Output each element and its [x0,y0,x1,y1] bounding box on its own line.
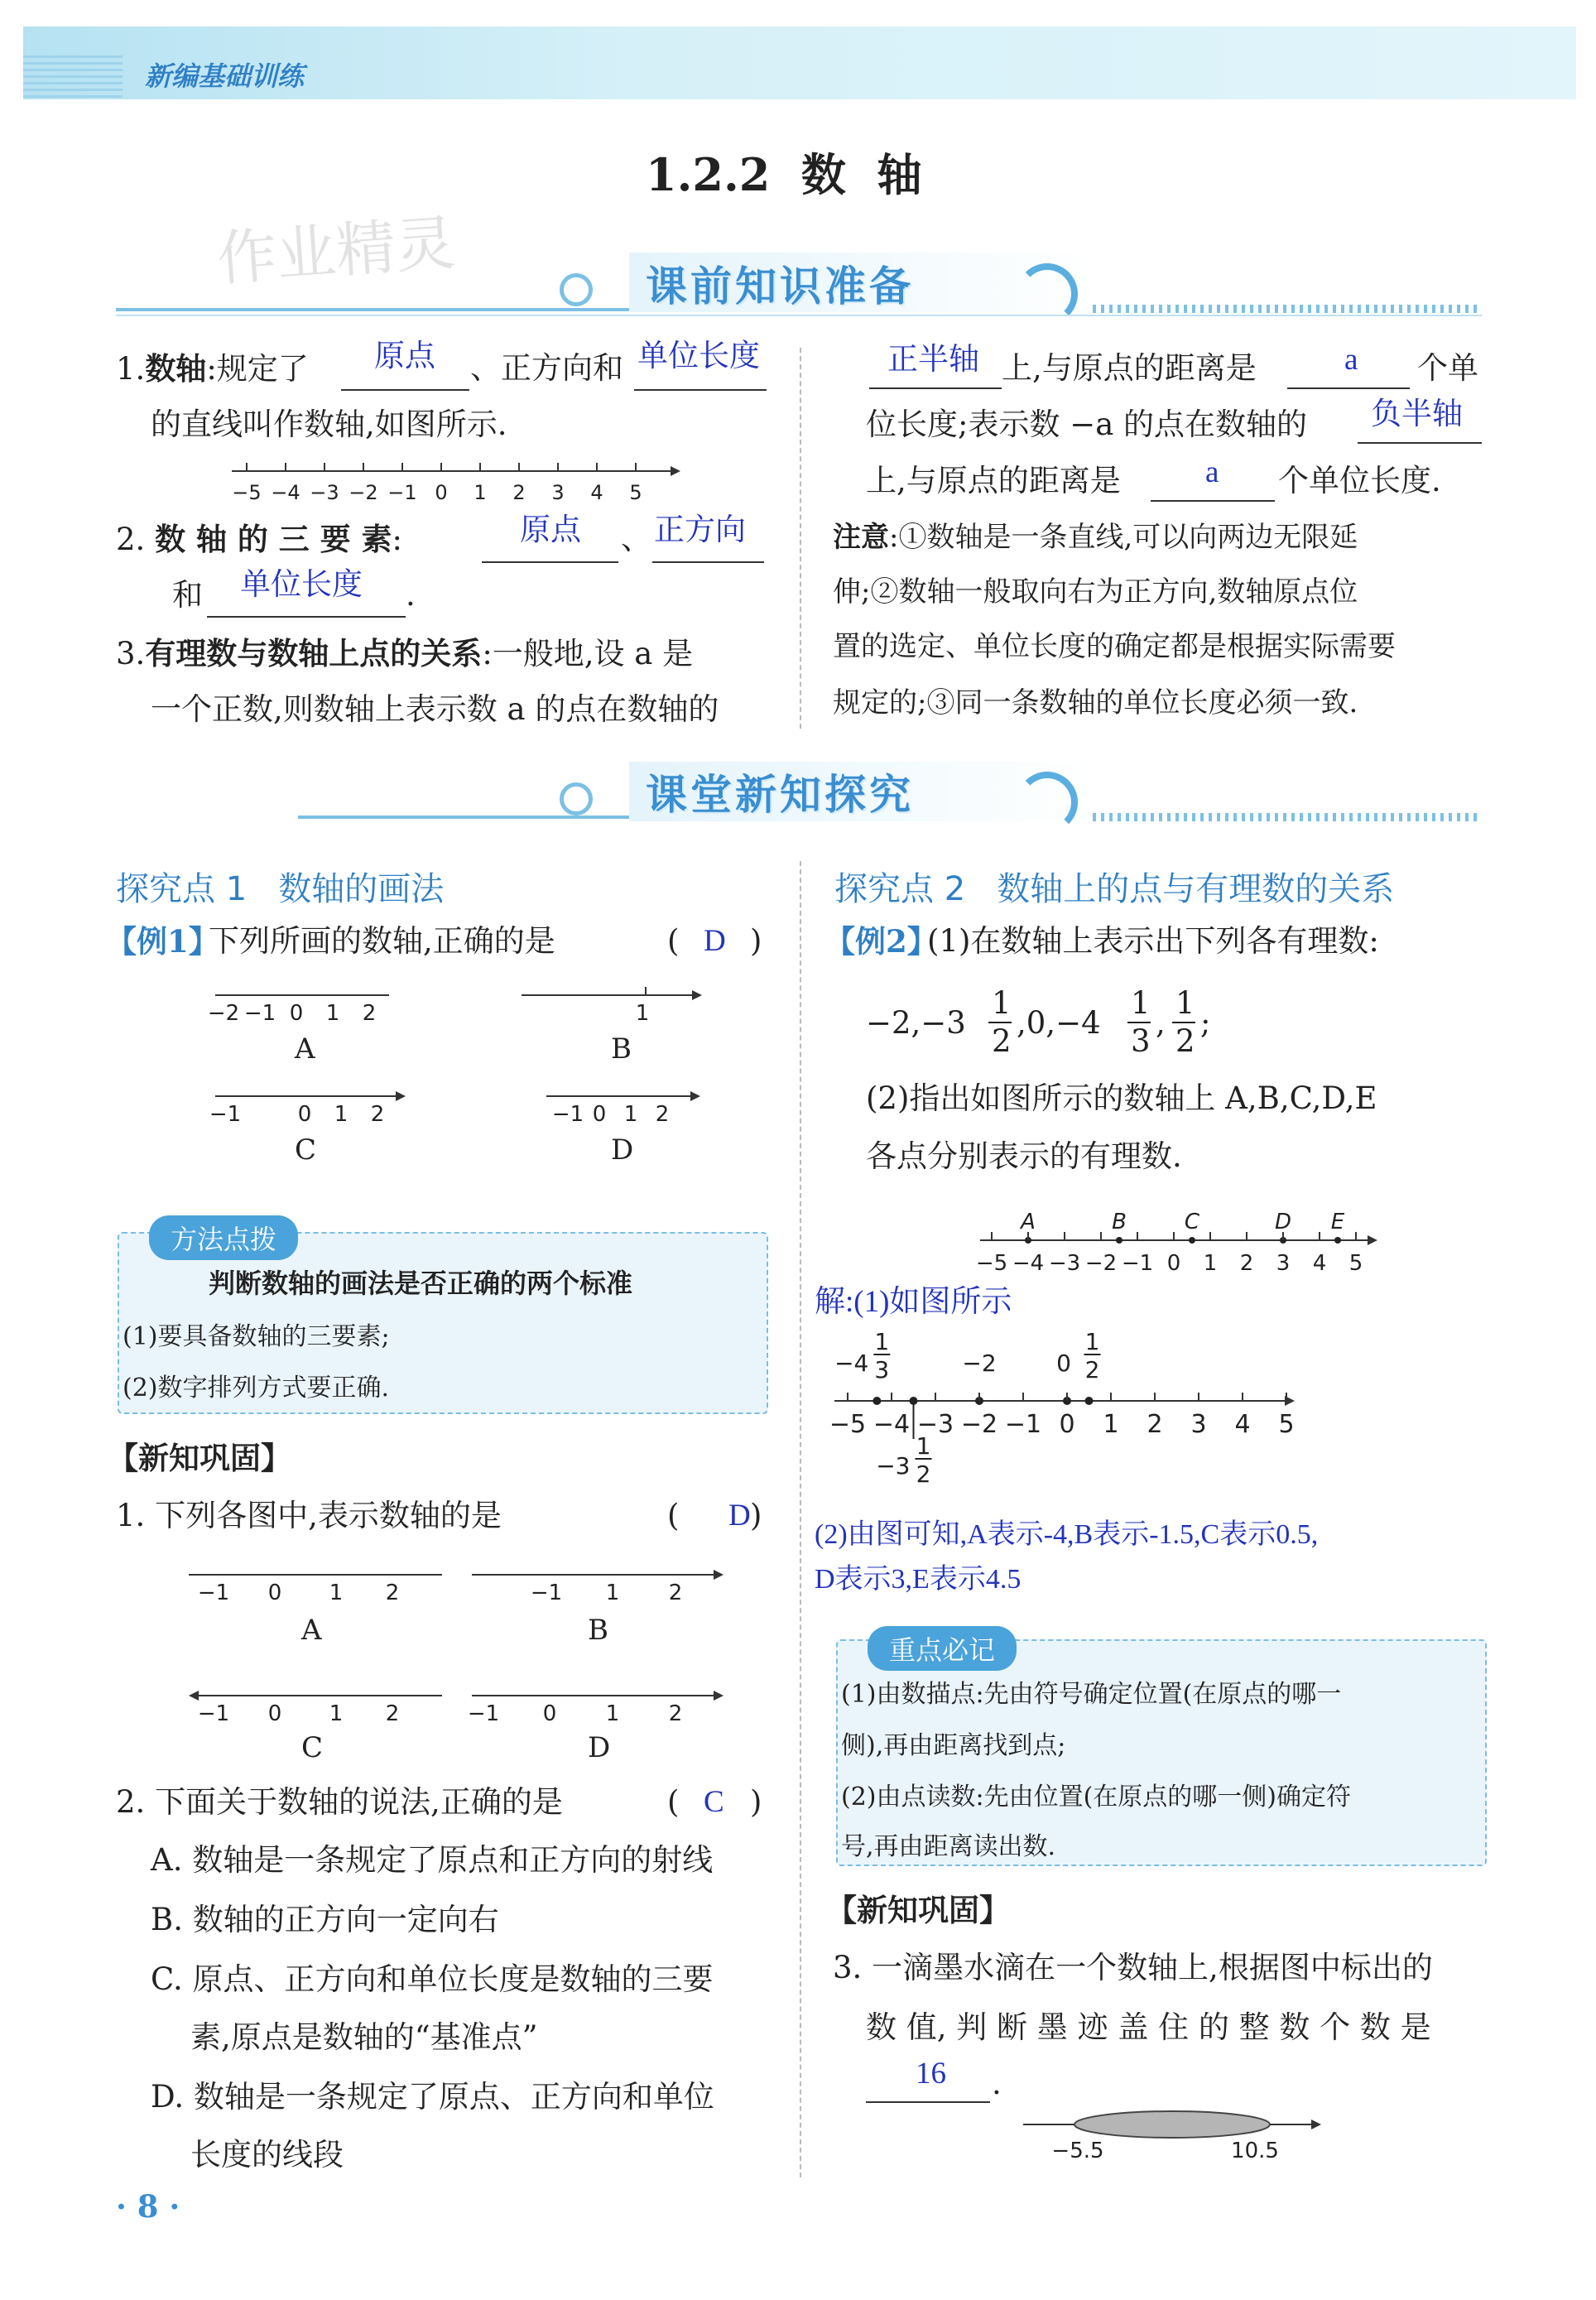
example1-paren-r: ) [750,923,762,959]
tick-label: 1 [623,1102,638,1127]
tick-label: −5 [829,1410,867,1439]
key-line1: (1)由数描点:先由符号确定位置(在原点的哪一 [841,1680,1342,1709]
tick-label: −1 [209,1102,242,1127]
prep-r1: 上,与原点的距离是 [1002,350,1257,386]
tick-label: 4 [1312,1251,1327,1276]
q1-axis-D [467,1686,732,1727]
tick-label: −1 [1121,1251,1154,1276]
fig1-axis-B [513,985,712,1027]
frac-one-third-num: 1 [874,1328,890,1355]
frac-one-third-den: 3 [874,1356,890,1383]
q1-text: 1. 下列各图中,表示数轴的是 [116,1498,502,1533]
tick-label: −3 [916,1410,954,1439]
example2-line2: (2)指出如图所示的数轴上 A,B,C,D,E [866,1080,1377,1116]
prep-q1-line1: 1.数轴:规定了 [116,350,309,387]
tick-label: −5 [232,481,262,504]
page-title: 1.2.2 数 轴 [646,148,922,201]
q1-axis-A [184,1565,449,1606]
tick-label: 5 [1348,1251,1363,1276]
fig1-axis-D [538,1086,704,1128]
header-series: 新编基础训练 [145,60,305,92]
prep-q3-line2: 一个正数,则数轴上表示数 a 的点在数轴的 [151,691,719,727]
example2-numbers: −2,−3 1 2 ,0,−4 1 3 , 1 2 ; [866,985,1211,1059]
prep-q1-line2: 的直线叫作数轴,如图所示. [151,407,507,442]
example1-answer: D [704,924,726,958]
banner1-dots [1093,305,1482,313]
example1-paren-l: ( [667,923,680,959]
fig1-label-A: A [295,1032,315,1066]
q1-label-C: C [301,1731,324,1764]
fig1-label-B: B [611,1032,632,1066]
tick-label: 0 [267,1701,282,1726]
note-line3: 置的选定、单位长度的确定都是根据实际需要 [833,630,1396,663]
q2-option-C1: C. 原点、正方向和单位长度是数轴的三要 [151,1961,714,1997]
tick-label: −1 [197,1581,230,1605]
note-line2: 伸;②数轴一般取向右为正方向,数轴原点位 [833,575,1358,609]
label-zero: 0 [1056,1350,1071,1377]
axis-point [1189,1237,1195,1244]
q1-axis-B [467,1565,732,1606]
tick-label: 2 [668,1581,683,1605]
method-title: 判断数轴的画法是否正确的两个标准 [209,1268,633,1299]
prep-axis [224,451,687,509]
tick-label: −1 [1004,1410,1042,1439]
q2-paren-r: ) [750,1784,762,1820]
watermark: 作业精灵 [214,208,458,294]
answer-unit-2: 单位长度 [240,568,363,602]
method-tag: 方法点拨 [149,1215,298,1260]
plotted-point [873,1397,881,1405]
tick-label: −2 [207,1001,240,1026]
tick-label: 1 [1203,1251,1218,1276]
plotted-point [1085,1397,1094,1405]
prep-r2: 位长度;表示数 −a 的点在数轴的 [866,407,1308,442]
q2-option-D2: 长度的线段 [190,2137,344,2172]
q3-line1: 3. 一滴墨水滴在一个数轴上,根据图中标出的 [833,1950,1433,1985]
tick-label: −1 [197,1701,230,1726]
q1-answer: D [728,1499,751,1533]
q1-label-A: A [301,1614,322,1647]
answer-distance-1: a [1344,343,1358,377]
answer-unit: 单位长度 [637,339,760,373]
example1-text: 下列所画的数轴,正确的是 [209,923,555,959]
answer-origin: 原点 [374,339,435,373]
tick-label: 0 [1166,1251,1181,1276]
tick-label: −1 [387,481,417,504]
tick-label: −4 [873,1410,911,1439]
tick-label: 0 [297,1102,312,1127]
explore2-heading: 探究点 2 数轴上的点与有理数的关系 [834,870,1395,908]
q2-option-C2: 素,原点是数轴的“基准点” [190,2019,538,2055]
tick-label: 3 [551,481,565,504]
tick-label: 1 [334,1102,349,1127]
solution-part1: 解:(1)如图所示 [815,1285,1012,1319]
prep-r1b: 个单 [1417,350,1478,386]
tick-label: 3 [1190,1410,1207,1439]
banner2-dots [1093,813,1482,821]
note-line1: 注意:①数轴是一条直线,可以向两边无限延 [833,521,1358,554]
q1-label-B: B [588,1614,608,1647]
tick-label: 4 [1234,1410,1251,1439]
tick-label: 1 [474,481,487,504]
tick-label: −4 [271,481,300,504]
fig1-label-D: D [611,1133,634,1167]
solution-part2b: D表示3,E表示4.5 [815,1564,1022,1595]
method-line2: (2)数字排列方式要正确. [123,1374,390,1403]
label-minus-3: −3 [876,1452,911,1480]
tick-label: 2 [385,1581,400,1605]
q2-option-A: A. 数轴是一条规定了原点和正方向的射线 [151,1842,714,1878]
banner2-arc-icon [1017,772,1078,833]
answer-origin-2: 原点 [520,513,581,547]
solution-part2a: (2)由图可知,A表示-4,B表示-1.5,C表示0.5, [815,1519,1319,1550]
tick-label: 1 [1103,1410,1119,1439]
tick-label: 0 [435,481,448,504]
prep-q2-end: . [406,577,416,613]
axis-point-label: A [1021,1210,1036,1234]
tick-label: 2 [512,481,526,504]
tick-label: 2 [1147,1410,1163,1439]
axis-point [1116,1237,1122,1244]
example2-line3: 各点分别表示的有理数. [866,1138,1182,1174]
q1-paren-r: ) [750,1498,762,1533]
tick-label: 2 [370,1102,385,1127]
frac-one-half-num: 1 [1084,1328,1100,1355]
tick-label: −2 [349,481,378,504]
q1-axis-C [184,1686,449,1727]
tick-label: 3 [1276,1251,1291,1276]
tick-label: 1 [325,1001,340,1026]
section-divider-1 [116,315,1482,316]
header-stripes [23,51,123,98]
frac-one-half-b-den: 2 [916,1460,931,1488]
label-minus-2: −2 [962,1350,997,1377]
axis-point-label: D [1274,1210,1292,1234]
answer-positive-axis: 正半轴 [887,343,979,377]
axis-point [1334,1237,1341,1244]
note-line4: 规定的;③同一条数轴的单位长度必须一致. [833,686,1358,719]
tick-label: 2 [362,1001,377,1026]
answer-distance-2: a [1205,455,1219,489]
prep-r3a: 上,与原点的距离是 [866,463,1121,498]
tick-label: 2 [655,1102,670,1127]
tick-label: 1 [635,1001,650,1026]
tick-label: −3 [1048,1251,1081,1276]
banner2-line [298,816,646,819]
q2-paren-l: ( [667,1784,680,1820]
ink-left-label: −5.5 [1051,2139,1104,2163]
tick-label: 0 [289,1001,304,1026]
axis-point-label: E [1330,1210,1345,1234]
axis-point-label: B [1112,1210,1127,1234]
consolidate-1: 【新知巩固】 [108,1440,291,1476]
page-number: · 8 · [116,2188,180,2225]
key-line4: 号,再由距离读出数. [841,1832,1056,1861]
banner1-title: 课前知识准备 [646,262,914,310]
column-divider-2 [800,861,801,2177]
frac-one-half-b-num: 1 [916,1432,931,1460]
q2-text: 2. 下面关于数轴的说法,正确的是 [116,1784,563,1820]
key-line3: (2)由点读数:先由位置(在原点的哪一侧)确定符 [841,1783,1352,1812]
solution-axis [828,1325,1308,1515]
fig1-label-C: C [295,1133,317,1167]
ink-blot [1074,2111,1270,2138]
banner1-line [116,308,646,311]
tick-label: 1 [329,1581,344,1605]
banner2-circle-icon [560,782,593,816]
tick-label: 4 [590,481,603,504]
tick-label: 5 [1278,1410,1295,1439]
prep-q2-sep: 、 [621,521,651,556]
frac-one-half-den: 2 [1084,1356,1100,1383]
example2-tag: 【例2】 [824,923,938,960]
label-minus-4: −4 [834,1350,869,1377]
tick-label: 2 [385,1701,400,1726]
fig1-axis-A [207,985,414,1027]
tick-label: 0 [592,1102,607,1127]
tick-label: −1 [243,1001,276,1026]
explore1-heading: 探究点 1 数轴的画法 [116,870,445,908]
prep-q2-and: 和 [172,577,203,613]
tick-label: −3 [310,481,339,504]
tick-label: 2 [1239,1251,1254,1276]
tick-label: −5 [975,1251,1008,1276]
method-line1: (1)要具备数轴的三要素; [123,1322,390,1351]
tick-label: −2 [960,1410,998,1439]
q3-answer: 16 [916,2057,946,2091]
q2-option-B: B. 数轴的正方向一定向右 [151,1902,499,1937]
tick-label: −1 [467,1701,500,1726]
key-line2: 侧),再由距离找到点; [841,1731,1066,1760]
tick-label: 1 [329,1701,344,1726]
example2-line1: (1)在数轴上表示出下列各有理数: [927,923,1379,959]
banner2-title: 课堂新知探究 [646,770,914,819]
q1-paren-l: ( [667,1498,680,1533]
answer-negative-axis: 负半轴 [1371,397,1463,431]
tick-label: 2 [668,1701,683,1726]
key-tag: 重点必记 [868,1626,1017,1671]
prep-q3-line1: 3.有理数与数轴上点的关系:一般地,设 a 是 [116,635,694,671]
answer-direction: 正方向 [654,513,746,547]
tick-label: −1 [530,1581,563,1605]
prep-r3b: 个单位长度. [1278,463,1441,498]
fig1-axis-C [207,1086,414,1128]
tick-label: 1 [605,1701,620,1726]
tick-label: −2 [1084,1251,1118,1276]
prep-q1-and: 、正方向和 [470,350,623,386]
tick-label: 0 [267,1581,282,1605]
q3-line2: 数 值, 判 断 墨 迹 盖 住 的 整 数 个 数 是 [866,2009,1431,2045]
tick-label: 0 [1059,1410,1075,1439]
tick-label: −1 [551,1102,584,1127]
q3-end: . [992,2066,1002,2101]
banner1-circle-icon [560,273,593,306]
column-divider [800,348,801,729]
q2-answer: C [704,1785,724,1819]
q2-option-D1: D. 数轴是一条规定了原点、正方向和单位 [151,2079,714,2115]
ink-right-label: 10.5 [1231,2139,1279,2163]
prep-q2-line: 2. 数 轴 的 三 要 素: [116,521,402,557]
q1-label-D: D [588,1731,611,1764]
example1-tag: 【例1】 [106,923,219,960]
tick-label: 5 [629,481,642,504]
tick-label: 1 [605,1581,620,1605]
axis-point-label: C [1184,1210,1200,1234]
tick-label: 0 [542,1701,557,1726]
consolidate-2: 【新知巩固】 [826,1892,1010,1928]
ink-axis [1018,2103,1333,2169]
tick-label: −4 [1012,1251,1045,1276]
example2-axis [973,1210,1387,1285]
